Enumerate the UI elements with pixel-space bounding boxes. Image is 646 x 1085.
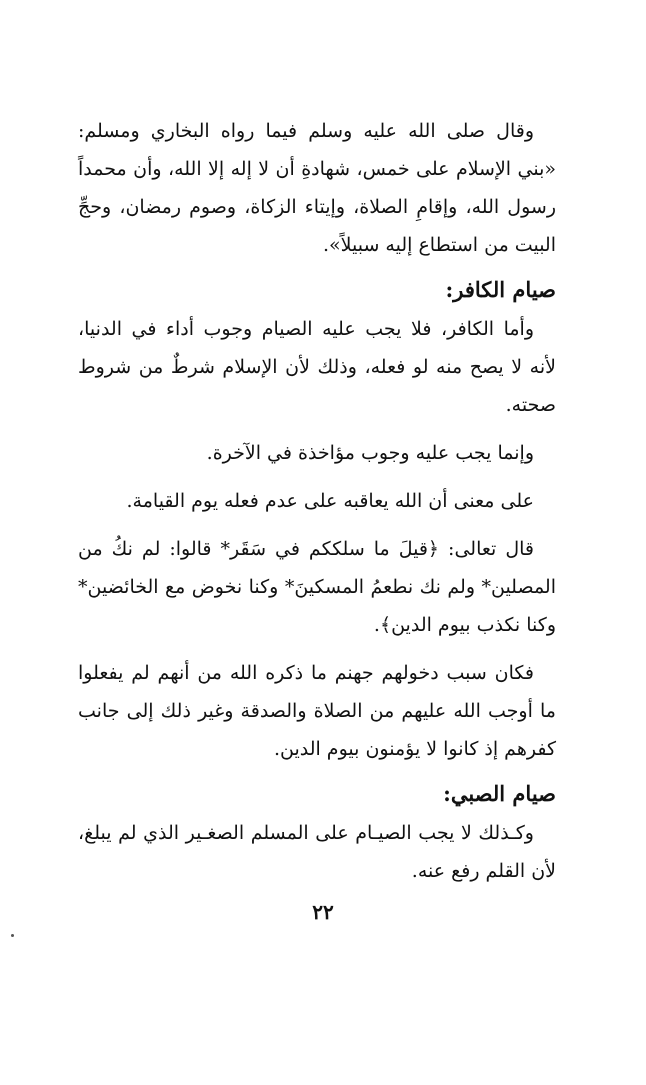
scan-dot-mark xyxy=(11,934,14,937)
sabi-paragraph: وكـذلك لا يجب الصيـام على المسلم الصغـير الذي لم يبلغ، لأن القلم رفع عنه. xyxy=(78,822,556,882)
qiyama-paragraph: على معنى أن الله يعاقبه على عدم فعله يوم القيامة. xyxy=(126,490,534,512)
hadith-paragraph: وقال صلى الله عليه وسلم فيما رواه البخاري ومسلم: «بني الإسلام على خمس، شهادةِ أن لا إله إلا الله، وأن محمداً رسول الله، وإقامِ الصلاة، وإيتاء الزكاة، وصوم رمضان، وحجِّ البيت من استطاع إليه سبيلاً». xyxy=(78,120,556,256)
section-heading-kafir: صيام الكافر: xyxy=(445,277,556,302)
quran-verse-paragraph: قال تعالى: ﴿قيلَ ما سلككم في سَقَر* قالوا: لم نكُ من المصلين* ولم نك نطعمُ المسكينَ* وكنا نخوض مع الخائضين* وكنا نكذب بيوم الدين﴾. xyxy=(78,538,556,636)
akhira-paragraph: وإنما يجب عليه وجوب مؤاخذة في الآخرة. xyxy=(206,442,534,464)
book-page-text xyxy=(78,112,556,890)
reason-paragraph: فكان سبب دخولهم جهنم ما ذكره الله من أنهم لم يفعلوا ما أوجب الله عليهم من الصلاة والصدقة وغير ذلك إلى جانب كفرهم إذ كانوا لا يؤمنون بيوم الدين. xyxy=(78,662,556,760)
section-heading-sabi: صيام الصبي: xyxy=(443,781,556,806)
page-number: ٢٢ xyxy=(312,900,334,924)
kafir-paragraph: وأما الكافر، فلا يجب عليه الصيام وجوب أداء في الدنيا، لأنه لا يصح منه لو فعله، وذلك لأن الإسلام شرطٌ من شروط صحته. xyxy=(78,318,556,416)
